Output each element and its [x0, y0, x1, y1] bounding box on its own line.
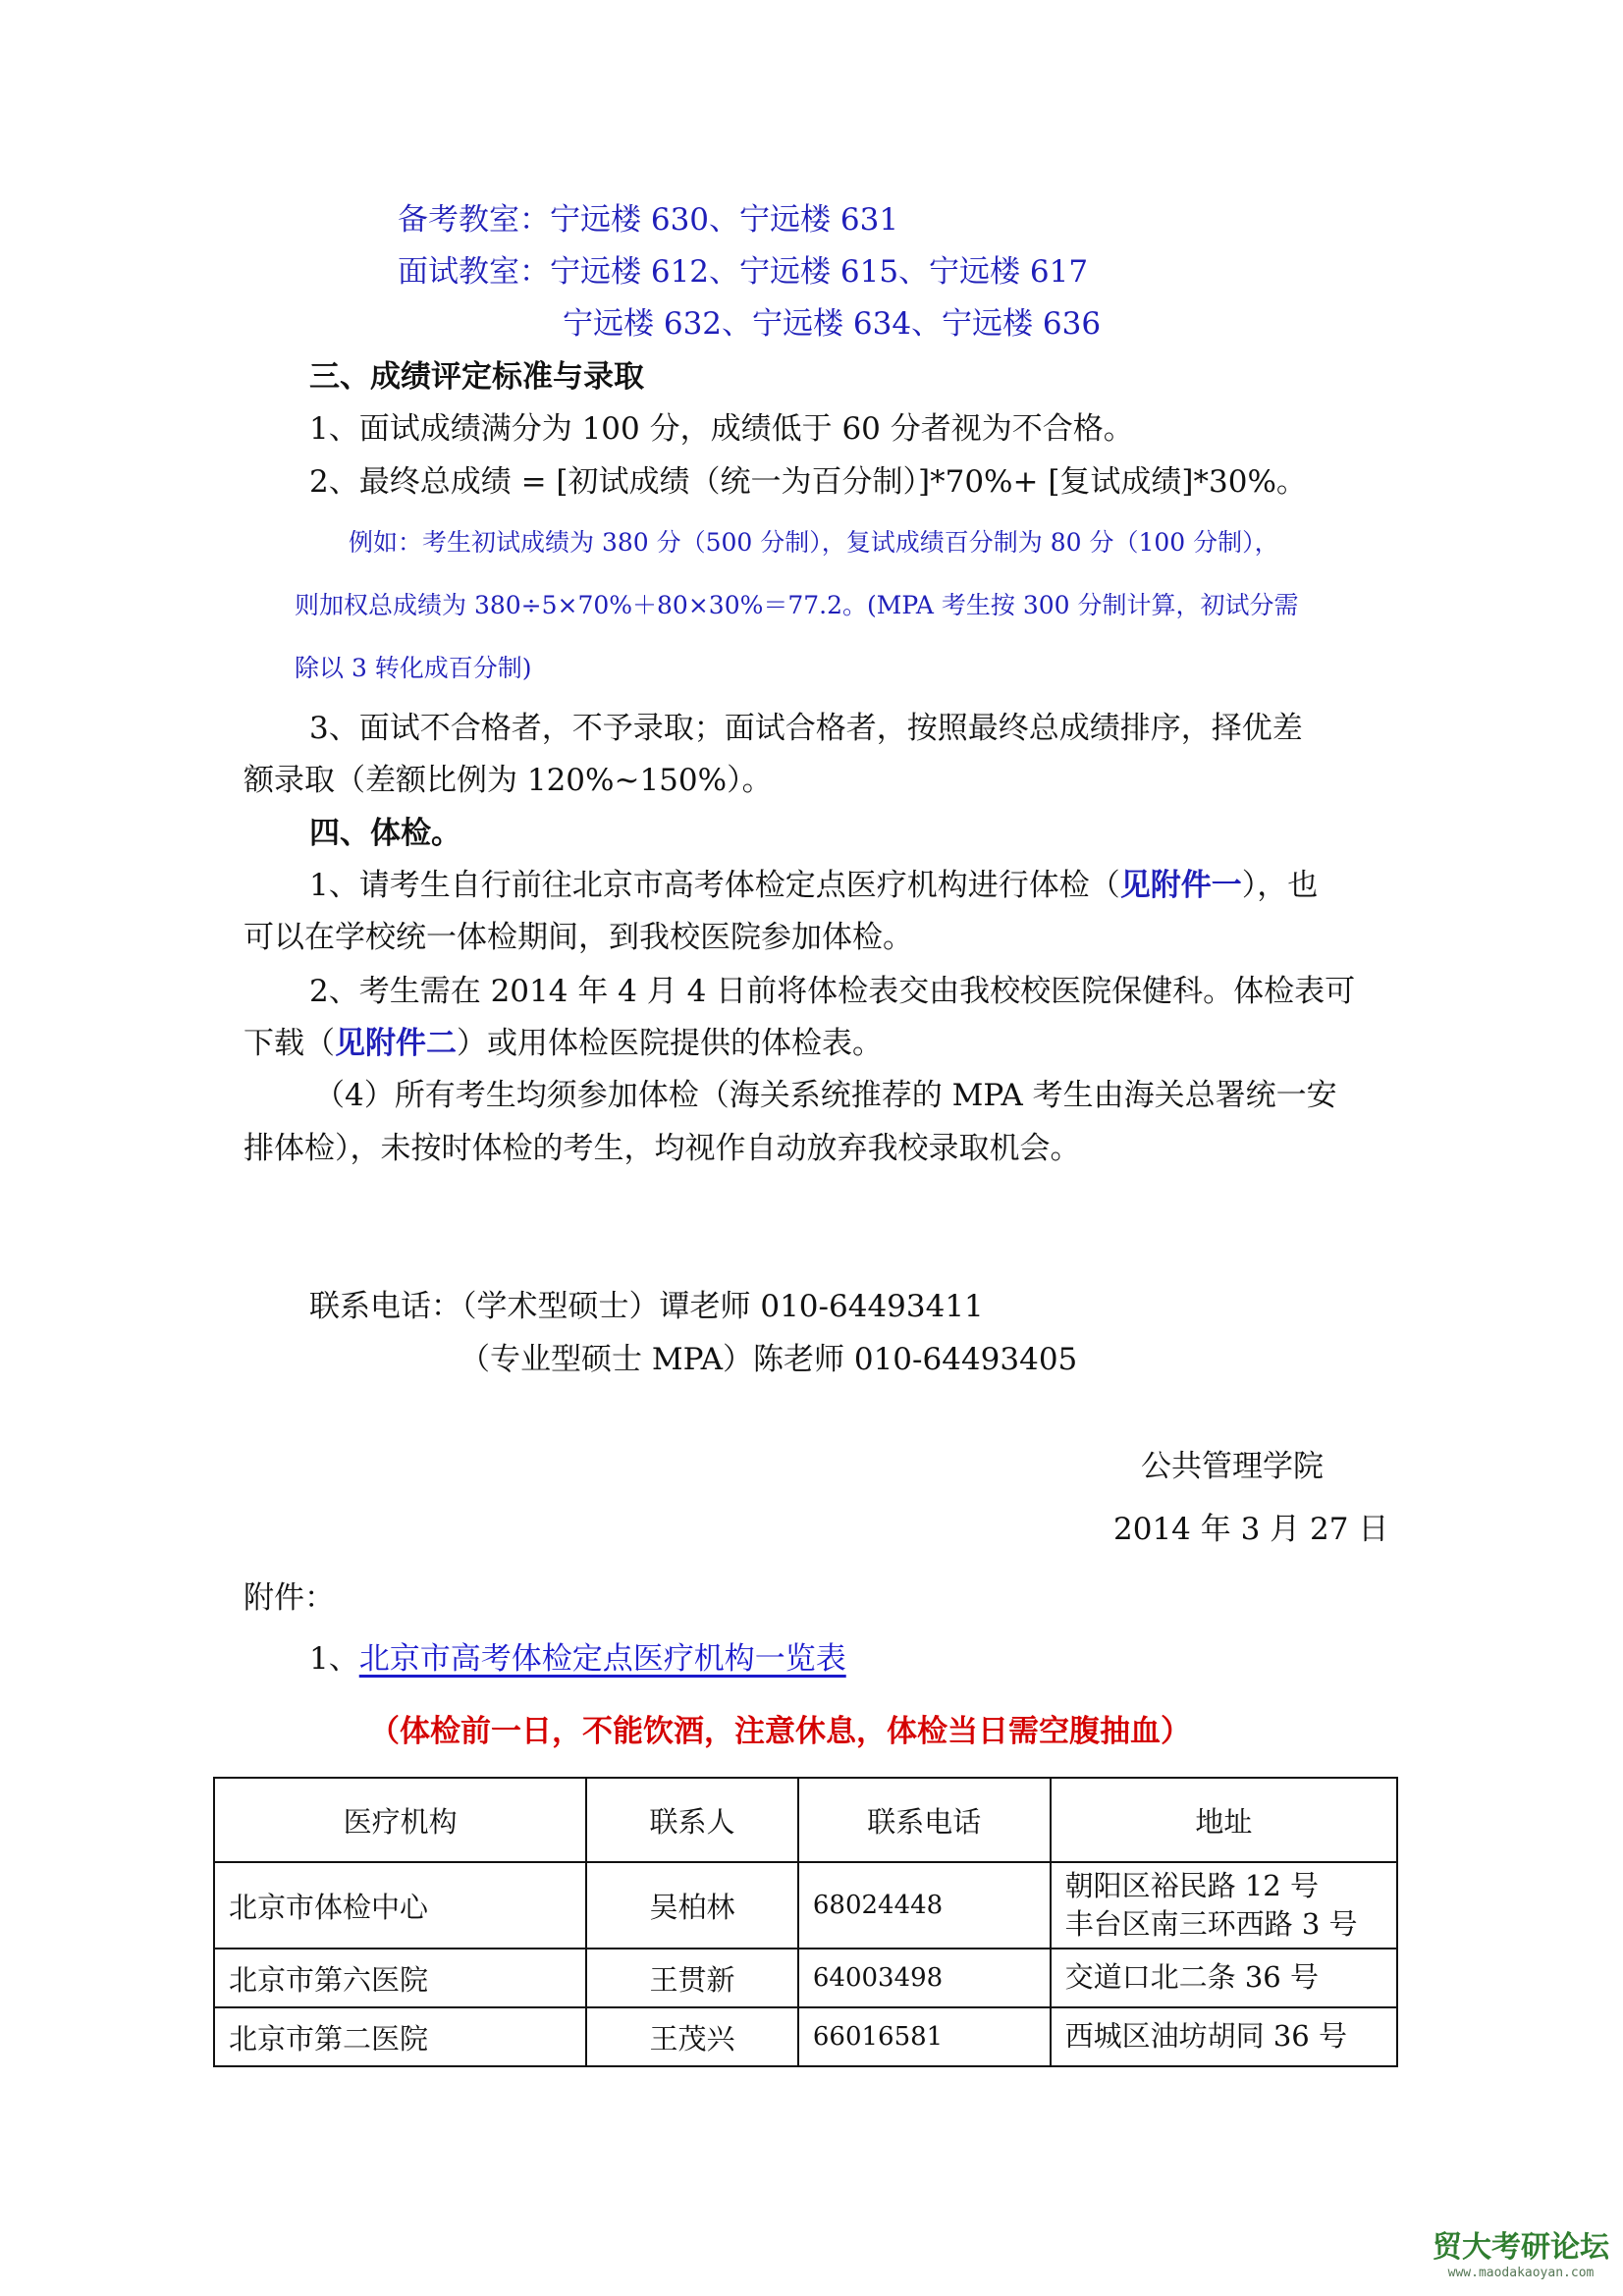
cell-institution: 北京市体检中心	[214, 1862, 586, 1949]
contact-line-2: （专业型硕士 MPA）陈老师 010-64493405	[460, 1342, 1078, 1377]
section3-item2: 2、最终总成绩 = [初试成绩（统一为百分制）]*70%+ [复试成绩]*30%。	[309, 464, 1307, 500]
contact-line-1: 联系电话：（学术型硕士）谭老师 010-64493411	[309, 1289, 984, 1324]
interview-room-line-2: 宁远楼 632、宁远楼 634、宁远楼 636	[563, 306, 1102, 342]
attachment-item-1	[309, 1641, 846, 1678]
address-line: 朝阳区裕民路 12 号	[1064, 1868, 1319, 1902]
cell-address	[1051, 1949, 1397, 2007]
header-phone: 联系电话	[798, 1778, 1051, 1862]
cell-institution: 北京市第六医院	[214, 1949, 586, 2007]
cell-phone: 68024448	[798, 1862, 1051, 1949]
table-header-row	[214, 1778, 1397, 1862]
section3-item3-line2: 额录取（差额比例为 120%~150%）。	[243, 763, 773, 798]
watermark-url: www.maodakaoyan.com	[1447, 2266, 1595, 2280]
cell-address	[1051, 1862, 1397, 1949]
interview-room-line-1: 面试教室：宁远楼 612、宁远楼 615、宁远楼 617	[398, 254, 1089, 290]
signature-date: 2014 年 3 月 27 日	[1113, 1512, 1389, 1547]
section4-item2-line2	[243, 1026, 883, 1062]
header-institution: 医疗机构	[214, 1778, 586, 1862]
signature-org: 公共管理学院	[1141, 1449, 1324, 1484]
attachment-1-link[interactable]: 北京市高考体检定点医疗机构一览表	[358, 1641, 846, 1677]
section4-item1-line1	[309, 868, 1318, 904]
prep-room-line: 备考教室：宁远楼 630、宁远楼 631	[398, 202, 899, 238]
header-contact: 联系人	[586, 1778, 798, 1862]
cell-institution: 北京市第二医院	[214, 2007, 586, 2066]
score-example-line-2: 则加权总成绩为 380÷5×70%＋80×30%＝77.2。(MPA 考生按 300 分制计算，初试分需	[295, 591, 1299, 619]
section4-item1-text-b: ），也	[1241, 868, 1319, 903]
score-example-line-3: 除以 3 转化成百分制)	[295, 654, 532, 682]
attachments-label: 附件：	[243, 1580, 335, 1616]
score-example-line-1: 例如：考生初试成绩为 380 分（500 分制），复试成绩百分制为 80 分（100 分制），	[349, 528, 1279, 557]
watermark-title: 贸大考研论坛	[1433, 2230, 1609, 2265]
exam-notice: （体检前一日，不能饮酒，注意休息，体检当日需空腹抽血）	[369, 1714, 1191, 1749]
table-row	[214, 1949, 1397, 2007]
table-row	[214, 2007, 1397, 2066]
attachment1-reference: 见附件一	[1119, 868, 1242, 903]
address-line: 西城区油坊胡同 36 号	[1064, 2019, 1347, 2054]
section4-item4-line2: 排体检），未按时体检的考生，均视作自动放弃我校录取机会。	[243, 1131, 1081, 1166]
header-address: 地址	[1051, 1778, 1397, 1862]
section3-heading: 三、成绩评定标准与录取	[309, 359, 644, 395]
forum-watermark	[1433, 2222, 1609, 2280]
cell-phone: 64003498	[798, 1949, 1051, 2007]
cell-contact: 吴柏林	[586, 1862, 798, 1949]
section3-item1: 1、面试成绩满分为 100 分，成绩低于 60 分者视为不合格。	[309, 411, 1134, 447]
table-row	[214, 1862, 1397, 1949]
section4-item1-text-a: 1、请考生自行前往北京市高考体检定点医疗机构进行体检（	[309, 868, 1120, 903]
section4-item2-text-b: ）或用体检医院提供的体检表。	[457, 1026, 883, 1061]
address-line: 交道口北二条 36 号	[1064, 1960, 1319, 1995]
section3-item3-line1: 3、面试不合格者，不予录取；面试合格者，按照最终总成绩排序，择优差	[309, 711, 1303, 746]
cell-address	[1051, 2007, 1397, 2066]
cell-contact: 王茂兴	[586, 2007, 798, 2066]
medical-institutions-table	[213, 1777, 1398, 2067]
attachment-item-1-prefix: 1、	[309, 1641, 359, 1677]
section4-heading: 四、体检。	[309, 816, 461, 851]
section4-item4-line1: （4）所有考生均须参加体检（海关系统推荐的 MPA 考生由海关总署统一安	[314, 1078, 1337, 1113]
section4-item1-line2: 可以在学校统一体检期间，到我校医院参加体检。	[243, 920, 913, 955]
cell-contact: 王贯新	[586, 1949, 798, 2007]
address-line: 丰台区南三环西路 3 号	[1064, 1907, 1358, 1941]
attachment2-reference: 见附件二	[335, 1026, 457, 1061]
section4-item2-line1: 2、考生需在 2014 年 4 月 4 日前将体检表交由我校校医院保健科。体检表可	[309, 974, 1356, 1009]
cell-phone: 66016581	[798, 2007, 1051, 2066]
section4-item2-text-a: 下载（	[243, 1026, 335, 1061]
